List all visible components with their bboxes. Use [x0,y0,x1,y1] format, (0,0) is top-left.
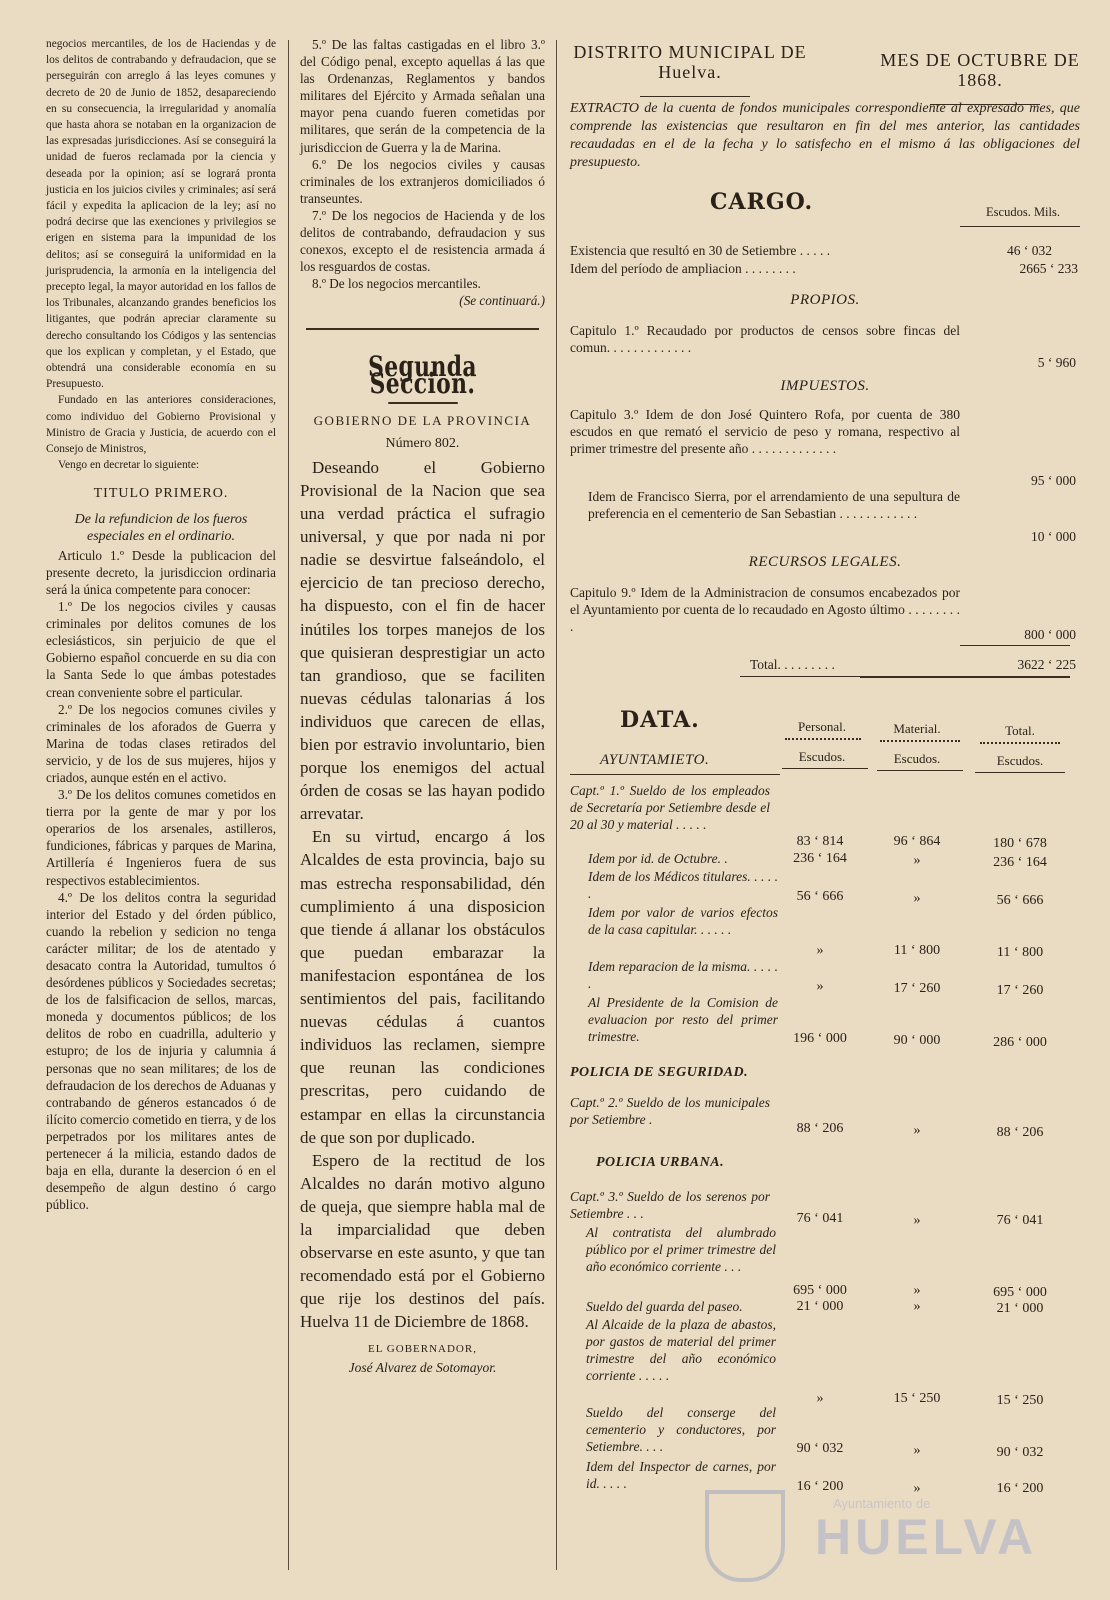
col-header-total: Total. [1005,723,1035,738]
decree-intro-text: negocios mercantiles, de los de Haciendas y de los delitos de contrabando y defraudacion, que se perseguirán con arreglo á las leyes comunes y decreto de 20 de Junio de 1852, desapareciendo en su consecuencia, la irregularidad y anomalía que hasta ahora se notaban en la organizacion de las expresadas jurisdicciones. Así se conseguirá la unidad de fueros reclamada por la ciencia y deseada por la opinion; así se logrará pronta justicia en los juicios civiles y criminales; así será fácil y expedita la aplicacion de la ley; así no podrá decirse que las exenciones y privilegios se erigen en sistema para la impunidad de los delitos; así se conseguirá la uniformidad en la jurisprudencia, la armonía en la inteligencia del precepto legal, la mayor autoridad en los fallos de los Tribunales, alcanzando grandes beneficios los litigantes, que podrán apreciar claramente su derecho consultando los Códigos y las sentencias que los explican y completan, y el Estado, que obtendrá una considerable economía en su Presupuesto. [46,38,276,391]
data-item-conserge-personal: 90 ‘ 032 [796,1441,844,1456]
row-label: Idem de Francisco Sierra, por el arrendamiento de una sepultura de preferencia en el cementerio de San Sebastian . . . . . . . . . . . . [588,489,960,521]
column-1 [46,36,276,1213]
data-item-presidente-total: 286 ‘ 000 [993,1035,1047,1050]
col-subheader-personal: Escudos. [798,749,846,764]
data-item-cap2-personal: 88 ‘ 206 [796,1121,844,1136]
ayuntamiento-huelva-watermark [705,1490,1045,1580]
total-amount: 3622 ‘ 225 [1017,657,1076,672]
data-item-alcaide-personal: » [816,1391,824,1406]
shield-icon [705,1490,785,1582]
gobierno-provincia-heading: GOBIERNO DE LA PROVINCIA [313,412,532,428]
row-amount: 95 ‘ 000 [1031,473,1076,488]
data-item-cap2: Capt.º 2.º Sueldo de los municipales por Setiembre . [570,1095,770,1127]
row-label: Existencia que resultó en 30 de Setiembre . . . . . [570,243,831,258]
data-item-cap1-material: 96 ‘ 864 [893,834,941,849]
total-rule-a [740,676,860,677]
cargo-row-sierra [588,488,960,522]
data-item-presidente-personal: 196 ‘ 000 [793,1031,847,1046]
data-item-guarda: Sueldo del guarda del paseo. [586,1299,743,1314]
data-item-efectos-material: 11 ‘ 800 [893,943,941,958]
data-item-medicos-personal: 56 ‘ 666 [796,889,844,904]
data-item-inspector-material: » [913,1481,921,1496]
watermark-text: HUELVA [815,1509,1038,1565]
cargo-total-row [750,656,1080,673]
col-header-rule-total [980,742,1060,744]
col-subheader-total: Escudos. [996,753,1044,768]
policia-urbana-heading: POLICIA URBANA. [596,1155,725,1170]
distrito-heading: DISTRITO MUNICIPAL DE Huelva. [573,42,807,82]
data-item-octubre-personal: 236 ‘ 164 [793,851,847,866]
data-item-guarda-material: » [913,1299,921,1314]
section-divider [306,328,539,330]
data-item-cap1-total: 180 ‘ 678 [993,836,1047,851]
data-item-octubre: Idem por id. de Octubre. . [588,851,728,866]
data-item-guarda-personal: 21 ‘ 000 [796,1299,844,1314]
data-item-alumbrado-total: 695 ‘ 000 [993,1285,1047,1300]
column-2 [300,36,545,1376]
col-header-personal: Personal. [797,719,847,734]
row-amount: 46 ‘ 032 [1007,243,1052,258]
gobernador-name: José Alvarez de Sotomayor. [348,1359,497,1375]
subtotal-rule [960,645,1070,646]
col-header-rule-material [880,740,960,742]
col-header-material: Material. [893,721,941,736]
paragraph-7: 7.º De los negocios de Hacienda y de los delitos de contrabando, defraudacion y sus conexos, excepto el de resistencia armada á los resguardos de costas. [300,207,545,275]
watermark-small-text: Ayuntamiento de [833,1496,931,1511]
cargo-row-existencia [570,242,1080,259]
col-subheader-rule-personal [782,768,868,769]
data-item-reparacion-personal: » [816,979,824,994]
policia-seguridad-heading: POLICIA DE SEGURIDAD. [570,1065,749,1080]
data-item-medicos: Idem de los Médicos titulares. . . . . . [588,869,778,901]
data-item-alcaide-material: 15 ‘ 250 [893,1391,941,1406]
data-item-medicos-material: » [913,891,921,906]
data-item-presidente-material: 90 ‘ 000 [893,1033,941,1048]
data-item-reparacion: Idem reparacion de la misma. . . . . . [588,959,778,991]
segunda-seccion-heading: Segunda Seccion. [368,349,477,400]
data-item-inspector-total: 16 ‘ 200 [996,1481,1044,1496]
decree-vengo: Vengo en decretar lo siguiente: [58,459,200,472]
data-item-reparacion-material: 17 ‘ 260 [893,981,941,996]
cargo-row-capitulo-9 [570,584,960,635]
paragraph-8: 8.º De los negocios mercantiles. [312,276,481,292]
data-item-alcaide-total: 15 ‘ 250 [996,1393,1044,1408]
propios-heading: PROPIOS. [790,292,860,308]
numero-heading: Número 802. [385,435,460,451]
data-item-conserge: Sueldo del conserge del cementerio y conductores, por Setiembre. . . . [586,1405,776,1454]
cargo-row-capitulo-1 [570,322,960,356]
row-label: Capitulo 3.º Idem de don José Quintero Rofa, por cuenta de 380 escudos en que remató el servicio de peso y romana, respectivo al primer trimestre del presente año . . . . . . . . . . . . . [570,407,960,456]
impuestos-heading: IMPUESTOS. [780,378,870,394]
recursos-heading: RECURSOS LEGALES. [748,554,902,570]
cargo-row-ampliacion [570,260,1080,277]
data-item-guarda-total: 21 ‘ 000 [996,1301,1044,1316]
data-item-efectos-total: 11 ‘ 800 [996,945,1044,960]
mes-heading: MES DE OCTUBRE DE 1868. [880,50,1080,90]
data-item-alumbrado: Al contratista del alumbrado público por el primer trimestre del año económico corriente . . . [586,1225,776,1274]
row-amount: 800 ‘ 000 [1024,627,1076,642]
data-item-inspector-personal: 16 ‘ 200 [796,1479,844,1494]
col-subheader-rule-material [877,770,963,771]
data-item-cap1-personal: 83 ‘ 814 [796,834,844,849]
article-1: Articulo 1.º Desde la publicacion del presente decreto, la jurisdiccion ordinaria será la única competente para conocer: [46,547,276,597]
units-heading: Escudos. Mils. [986,205,1060,219]
col-header-rule-personal [785,738,861,740]
data-item-octubre-total: 236 ‘ 164 [993,855,1047,870]
column-rule-2 [556,40,557,1570]
data-item-cap3: Capt.º 3.º Sueldo de los serenos por Setiembre . . . [570,1189,770,1221]
data-heading: DATA. [620,707,700,733]
paragraph-5: 5.º De las faltas castigadas en el libro 3.º del Código penal, excepto aquellas á las que las Ordenanzas, Reglamentos y bandos militares del Ejército y Armada señalan una mayor pena cuando fueren cometidas por militares, que serán de la competencia de la jurisdiccion de Guerra y la de Marina. [300,37,545,155]
cargo-heading: CARGO. [710,189,814,215]
ornament-divider [388,400,458,406]
data-item-cap1: Capt.º 1.º Sueldo de los empleados de Secretaría por Setiembre desde el 20 al 30 y material . . . . . [570,783,770,832]
data-item-conserge-total: 90 ‘ 032 [996,1445,1044,1460]
total-rule-b [860,676,1070,678]
row-label: Idem del período de ampliacion . . . . . . . . [570,261,796,276]
data-item-cap2-material: » [913,1123,921,1138]
gobernador-title: EL GOBERNADOR, [368,1343,477,1356]
ayuntamiento-heading: AYUNTAMIETO. [600,752,710,768]
row-label: Capitulo 1.º Recaudado por productos de censos sobre fincas del comun. . . . . . . . . . . . . [570,323,960,355]
paragraph-1: 1.º De los negocios civiles y causas criminales por delitos comunes de los eclesiásticos, sin perjuicio de que el Gobierno español concuerde en su dia con la Santa Sede lo que ámbas potestades crean conveniente sobre el particular. [46,599,276,700]
se-continuara: (Se continuará.) [459,293,545,309]
data-item-efectos: Idem por valor de varios efectos de la casa capitular. . . . . . [588,905,778,937]
data-item-cap3-personal: 76 ‘ 041 [796,1211,844,1226]
header-rule-left [640,96,750,97]
row-amount: 5 ‘ 960 [1037,355,1076,370]
data-item-medicos-total: 56 ‘ 666 [996,893,1044,908]
data-item-cap2-total: 88 ‘ 206 [996,1125,1044,1140]
column-rule-1 [288,40,289,1570]
cargo-row-capitulo-3 [570,406,960,457]
data-item-alumbrado-personal: 695 ‘ 000 [793,1283,847,1298]
row-amount: 2665 ‘ 233 [1019,261,1078,276]
row-amount: 10 ‘ 000 [1031,529,1076,544]
data-item-inspector: Idem del Inspector de carnes, por id. . . . . [586,1459,776,1491]
column-3-accounts [570,36,1080,1576]
paragraph-3: 3.º De los delitos comunes cometidos en tierra por la gente de mar y por los operarios de los arsenales, astilleros, fundiciones, fábricas y parques de Marina, Artillería é Ingenieros fuera de sus respectivos establecimientos. [46,787,276,888]
data-item-reparacion-total: 17 ‘ 260 [996,983,1044,998]
total-label: Total. . . . . . . . . [750,657,835,672]
data-item-alumbrado-material: » [913,1283,921,1298]
paragraph-2: 2.º De los negocios comunes civiles y criminales de los aforados de Guerra y Marina de todas clases retirados del servicio, y de los de sus mujeres, hijos y criados, aunque estén en el activo. [46,701,276,785]
circular-body-3: Espero de la rectitud de los Alcaldes no darán motivo alguno de queja, que siempre habla mal de la imparcialidad que deben observarse en este asunto, y que tan recomendado está por el Gobierno que rije los destinos del país. Huelva 11 de Diciembre de 1868. [300,1150,545,1332]
col-subheader-rule-total [975,772,1065,773]
data-item-efectos-personal: » [816,943,824,958]
data-item-octubre-material: » [913,853,921,868]
col-subheader-material: Escudos. [893,751,941,766]
data-item-conserge-material: » [913,1443,921,1458]
ayuntamiento-rule [570,774,780,775]
titulo-primero-heading: TITULO PRIMERO. [93,486,229,502]
paragraph-4: 4.º De los delitos contra la seguridad interior del Estado y del órden público, cuando la rebelion y sedicion no tenga carácter militar; de los de atentado y desacato contra la Autoridad, tumultos ó desórdenes públicos y Sociedades secretas; de los de falsificacion de sellos, marcas, moneda y documentos públicos; de los delitos de robo en cuadrilla, adulterio y estupro; de los de injuria y calumnia á personas que no sean militares; de los de defraudacion de los derechos de Aduanas y contrabando de géneros estancados ó de ilícito comercio cometido en tierra, y de los perpetrados por los militares antes de pertenecer á la milicia, estando dados de baja en ella, durante la desercion ó en el desempeño de algun destino ó cargo público. [46,889,276,1213]
circular-body-2: En su virtud, encargo á los Alcaldes de esta provincia, bajo su mas estrecha responsabilidad, dén cumplimiento á una disposicion que tiende á allanar los obstáculos que puedan embarazar la manifestacion espontánea de los sentimientos del pais, facilitando nuevas cédulas á cuantos individuos las reclamen, siempre que reunan las condiciones prescritas, pero cuidando de estampar en ellas la circunstancia de que son por duplicado. [300,827,545,1147]
data-item-cap3-total: 76 ‘ 041 [996,1213,1044,1228]
data-item-presidente: Al Presidente de la Comision de evaluacion por resto del primer trimestre. [588,995,778,1044]
paragraph-6: 6.º De los negocios civiles y causas criminales de los extranjeros domiciliados ó transeuntes. [300,156,545,206]
data-item-cap3-material: » [913,1213,921,1228]
row-label: Capitulo 9.º Idem de la Administracion de consumos encabezados por el Ayuntamiento por cuenta de lo recaudado en Agosto último . . . . . . . . . [570,585,960,634]
extracto-text: EXTRACTO de la cuenta de fondos municipales correspondiente al expresado mes, que comprende las existencias que resultaron en fin del mes anterior, las cantidades recaudadas en el de la fecha y lo satisfecho en el mismo á las obligaciones del presupuesto. [570,101,1080,170]
decree-fundado: Fundado en las anteriores consideraciones, como individuo del Gobierno Provisional y Ministro de Gracia y Justicia, de acuerdo con el Consejo de Ministros, [46,394,276,456]
refundicion-subheading: De la refundicion de los fueros especiales en el ordinario. [74,511,248,544]
data-item-alcaide: Al Alcaide de la plaza de abastos, por gastos de material del primer trimestre del año económico corriente . . . . . [586,1317,776,1383]
units-rule [960,226,1080,227]
circular-body-1: Deseando el Gobierno Provisional de la Nacion que sea una verdad práctica el sufragio universal, y que por nada ni por nadie se desvirtue falseándolo, el ejercicio de tan precioso derecho, ha dispuesto, con el fin de hacer inútiles los torpes manejos de los que quisieran desprestigiar un acto tan grandioso, que se faciliten nuevas cédulas talonarias á los individuos que carecen de ellas, bien por estravio involuntario, bien porque los enemigos del actual órden de cosas se las hayan podido arrevatar. [300,457,545,824]
